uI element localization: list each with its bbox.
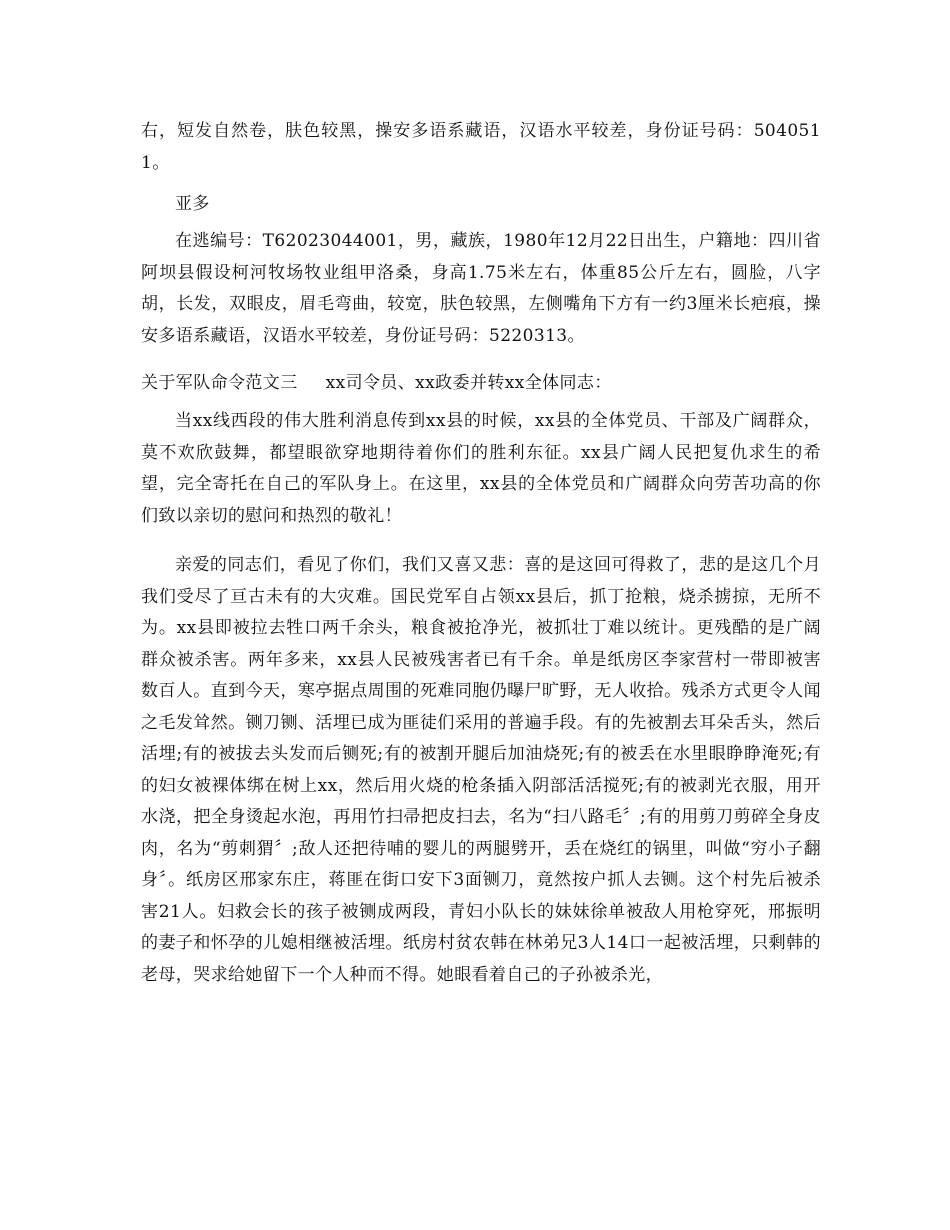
paragraph-comrades: 亲爱的同志们，看见了你们，我们又喜又悲：喜的是这回可得救了，悲的是这几个月我们受尽了亘古未有的大灾难。国民党军自占领xx县后，抓丁抢粮，烧杀掳掠，无所不为。xx县即被拉去牲口两千余头，粮食被抢净光，被抓壮丁难以统计。更残酷的是广阔群众被杀害。两年多来，xx县人民被残害者已有千余。单是纸房区李家营村一带即被害数百人。直到今天，寒亭据点周围的死难同胞仍曝尸旷野，无人收拾。残杀方式更令人闻之毛发耸然。铡刀铡、活埋已成为匪徒们采用的普遍手段。有的先被割去耳朵舌头，然后活埋;有的被拔去头发而后铡死;有的被割开腿后加油烧死;有的被丢在水里眼睁睁淹死;有的妇女被裸体绑在树上xx，然后用火烧的枪条插入阴部活活搅死;有的被剥光衣服，用开水浇，把全身烫起水泡，再用竹扫帚把皮扫去，名为“扫八路毛〞;有的用剪刀剪碎全身皮肉，名为“剪刺猬〞;敌人还把待哺的婴儿的两腿劈开，丢在烧红的锅里，叫做“穷小子翻身〞。纸房区邢家东庄，蒋匪在街口安下3面铡刀，竟然按户抓人去铡。这个村先后被杀害21人。妇救会长的孩子被铡成两段，青妇小队长的妹妹徐单被敌人用枪穿死，邢振明的妻子和怀孕的儿媳相继被活埋。纸房村贫农韩在林弟兄3人14口一起被活埋，只剩韩的老母，哭求给她留下一个人种而不得。她眼看着自己的子孙被杀光， <box>141 555 821 985</box>
paragraph-victory: 当xx线西段的伟大胜利消息传到xx县的时候，xx县的全体党员、干部及广阔群众，莫不欢欣鼓舞，都望眼欲穿地期待着你们的胜利东征。xx县广阔人民把复仇求生的希望，完全寄托在自己的军队身上。在这里，xx县的全体党员和广阔群众向劳苦功高的你们致以亲切的慰问和热烈的敬礼！ <box>141 411 821 526</box>
section-address: xx司令员、xx政委并转xx全体同志： <box>325 373 612 393</box>
section-title: 关于军队命令范文三 <box>141 373 298 393</box>
name-heading: 亚多 <box>175 194 210 214</box>
section-header-row <box>141 368 821 400</box>
paragraph-fugitive: 在逃编号：T62023044001，男，藏族，1980年12月22日出生，户籍地：四川省阿坝县假设柯河牧场牧业组甲洛桑，身高1.75米左右，体重85公斤左右，圆脸，八字胡，长发，双眼皮，眉毛弯曲，较宽，肤色较黑，左侧嘴角下方有一约3厘米长疤痕，操安多语系藏语，汉语水平较差，身份证号码：5220313。 <box>141 231 821 346</box>
paragraph-intro: 右，短发自然卷，肤色较黑，操安多语系藏语，汉语水平较差，身份证号码：5040511。 <box>141 121 821 173</box>
